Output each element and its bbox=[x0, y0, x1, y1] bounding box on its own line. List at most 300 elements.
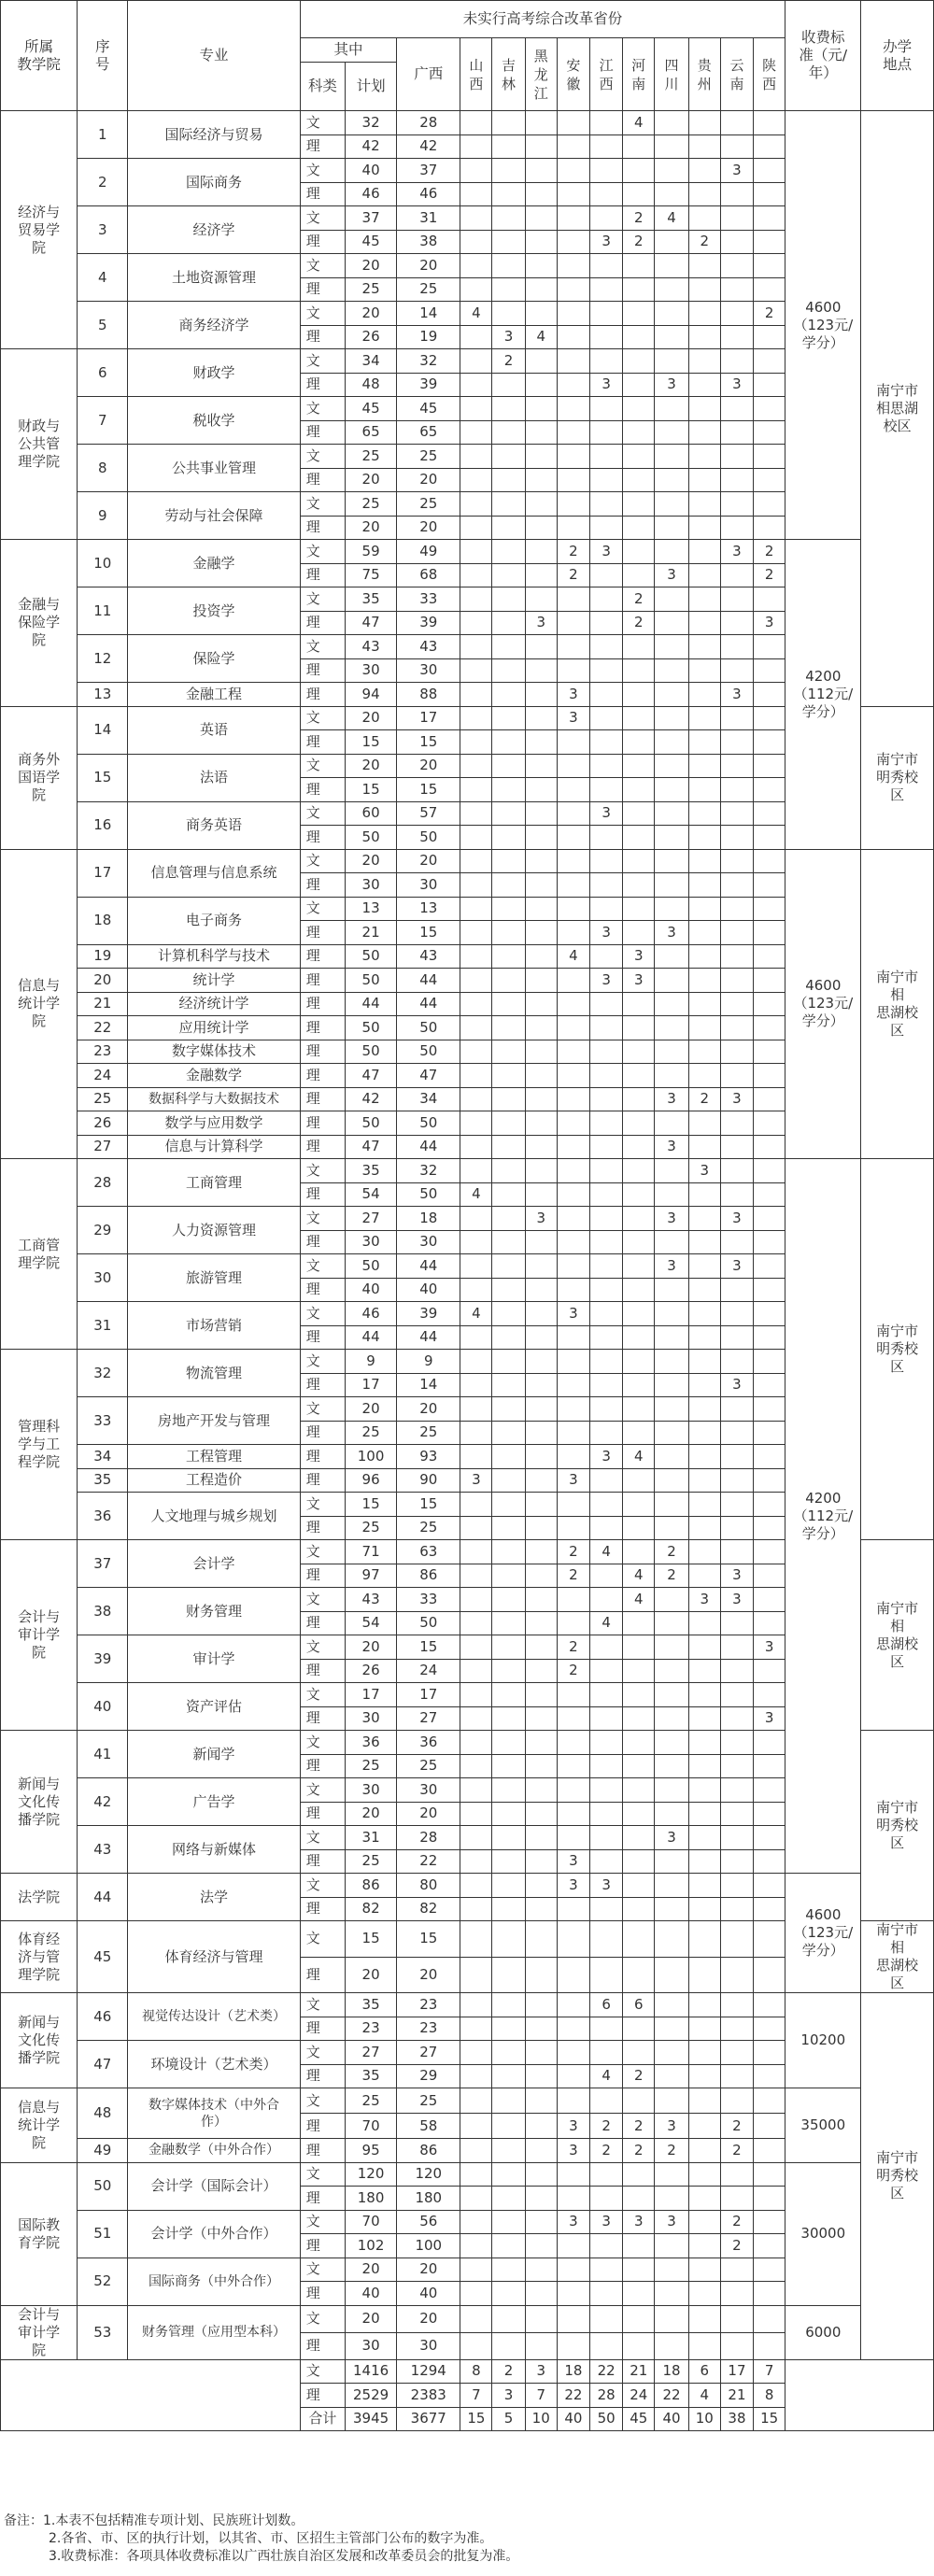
plan-cell: 50 bbox=[345, 944, 396, 969]
kelei-cell: 理 bbox=[300, 373, 345, 397]
kelei-cell: 理 bbox=[300, 325, 345, 349]
province-cell-sichuan bbox=[655, 2187, 688, 2211]
province-cell-sichuan: 2 bbox=[655, 1564, 688, 1588]
major-name: 经济学 bbox=[128, 206, 301, 254]
plan-cell: 35 bbox=[345, 587, 396, 612]
province-cell-sichuan bbox=[655, 2162, 688, 2187]
province-cell-guizhou bbox=[688, 134, 720, 159]
province-cell-anhui bbox=[557, 587, 589, 612]
province-cell-jiangxi bbox=[590, 1468, 623, 1493]
guangxi-cell: 20 bbox=[397, 754, 460, 778]
major-number: 5 bbox=[78, 302, 128, 349]
province-cell-shaanxi bbox=[754, 445, 785, 469]
province-cell-heilongjiang: 4 bbox=[525, 325, 557, 349]
province-cell-anhui bbox=[557, 1016, 589, 1040]
kelei-cell: 理 bbox=[300, 969, 345, 993]
province-cell-yunnan: 3 bbox=[720, 1087, 753, 1111]
province-cell-sichuan bbox=[655, 1849, 688, 1874]
province-cell-anhui: 3 bbox=[557, 2210, 589, 2234]
province-cell-sichuan: 3 bbox=[655, 1135, 688, 1159]
province-cell-guizhou bbox=[688, 1350, 720, 1374]
province-cell-heilongjiang bbox=[525, 2017, 557, 2041]
province-cell-jiangxi bbox=[590, 1182, 623, 1207]
province-cell-yunnan: 3 bbox=[720, 1373, 753, 1397]
province-cell-jilin bbox=[492, 1874, 525, 1898]
kelei-cell: 理 bbox=[300, 1182, 345, 1207]
plan-cell: 20 bbox=[345, 849, 396, 873]
province-cell-anhui: 3 bbox=[557, 1302, 589, 1326]
guangxi-cell: 15 bbox=[397, 730, 460, 755]
guangxi-cell: 38 bbox=[397, 230, 460, 254]
guangxi-cell: 20 bbox=[397, 516, 460, 540]
kelei-cell: 理 bbox=[300, 1706, 345, 1731]
plan-cell: 47 bbox=[345, 1135, 396, 1159]
province-cell-henan bbox=[623, 492, 655, 517]
province-cell-yunnan bbox=[720, 587, 753, 612]
province-cell-anhui: 3 bbox=[557, 1849, 589, 1874]
province-cell-yunnan bbox=[720, 1849, 753, 1874]
plan-header: 计划 bbox=[345, 63, 396, 111]
province-cell-sichuan bbox=[655, 397, 688, 421]
province-cell-anhui bbox=[557, 1230, 589, 1254]
total-value-cell: 15 bbox=[460, 2407, 492, 2431]
province-cell-guizhou bbox=[688, 1302, 720, 1326]
province-cell-yunnan bbox=[720, 992, 753, 1016]
guangxi-cell: 44 bbox=[397, 1135, 460, 1159]
province-cell-henan bbox=[623, 921, 655, 945]
kelei-cell: 文 bbox=[300, 159, 345, 183]
plan-cell: 44 bbox=[345, 1325, 396, 1350]
province-cell-henan bbox=[623, 1540, 655, 1564]
major-number: 27 bbox=[78, 1135, 128, 1159]
location-cell: 南宁市 相 思湖校 区 bbox=[861, 1921, 934, 1993]
province-cell-sichuan bbox=[655, 1468, 688, 1493]
note-3: 3.收费标准：各项具体收费标准以广西壮族自治区发展和改革委员会的批复为准。 bbox=[49, 2549, 519, 2564]
province-cell-shaanxi bbox=[754, 1278, 785, 1302]
province-cell-yunnan bbox=[720, 134, 753, 159]
province-cell-heilongjiang bbox=[525, 1397, 557, 1422]
province-cell-sichuan bbox=[655, 1611, 688, 1635]
province-cell-yunnan bbox=[720, 1159, 753, 1183]
province-cell-heilongjiang bbox=[525, 969, 557, 993]
kelei-cell: 理 bbox=[300, 2234, 345, 2258]
province-cell-shanxi bbox=[460, 1111, 492, 1136]
province-cell-sichuan: 2 bbox=[655, 2139, 688, 2163]
province-cell-shanxi bbox=[460, 944, 492, 969]
plan-cell: 27 bbox=[345, 2041, 396, 2065]
guangxi-cell: 33 bbox=[397, 587, 460, 612]
kelei-cell: 文 bbox=[300, 2088, 345, 2114]
province-cell-heilongjiang bbox=[525, 206, 557, 231]
province-cell-guizhou bbox=[688, 801, 720, 826]
major-name: 房地产开发与管理 bbox=[128, 1397, 301, 1445]
province-cell-yunnan bbox=[720, 445, 753, 469]
guangxi-cell: 33 bbox=[397, 1588, 460, 1612]
province-cell-henan bbox=[623, 1897, 655, 1921]
province-cell-shanxi bbox=[460, 1087, 492, 1111]
province-cell-anhui bbox=[557, 1207, 589, 1231]
province-cell-jiangxi: 3 bbox=[590, 2210, 623, 2234]
province-cell-sichuan bbox=[655, 1731, 688, 1755]
province-cell-jiangxi bbox=[590, 635, 623, 659]
province-cell-anhui bbox=[557, 1135, 589, 1159]
kelei-cell: 文 bbox=[300, 302, 345, 326]
guangxi-cell: 25 bbox=[397, 1421, 460, 1445]
major-number: 8 bbox=[78, 445, 128, 492]
province-cell-henan bbox=[623, 516, 655, 540]
province-cell-shaanxi bbox=[754, 1921, 785, 1958]
province-cell-jiangxi bbox=[590, 563, 623, 587]
province-cell-yunnan bbox=[720, 658, 753, 683]
province-cell-yunnan bbox=[720, 1706, 753, 1731]
province-cell-heilongjiang bbox=[525, 658, 557, 683]
province-cell-shaanxi bbox=[754, 1849, 785, 1874]
major-number: 42 bbox=[78, 1778, 128, 1826]
province-cell-sichuan bbox=[655, 969, 688, 993]
province-cell-guizhou bbox=[688, 302, 720, 326]
total-value-cell: 3677 bbox=[397, 2407, 460, 2431]
province-cell-shaanxi bbox=[754, 2332, 785, 2359]
province-cell-anhui: 3 bbox=[557, 1874, 589, 1898]
province-cell-shanxi bbox=[460, 1064, 492, 1088]
province-cell-shaanxi: 3 bbox=[754, 1635, 785, 1660]
province-cell-shaanxi bbox=[754, 1087, 785, 1111]
kelei-cell: 理 bbox=[300, 944, 345, 969]
province-cell-henan bbox=[623, 445, 655, 469]
province-cell-sichuan bbox=[655, 1957, 688, 1993]
province-cell-henan bbox=[623, 325, 655, 349]
province-cell-shanxi: 4 bbox=[460, 1302, 492, 1326]
major-number: 29 bbox=[78, 1207, 128, 1254]
province-cell-yunnan bbox=[720, 349, 753, 374]
major-name: 法语 bbox=[128, 754, 301, 801]
province-cell-jilin bbox=[492, 897, 525, 921]
province-cell-henan bbox=[623, 1826, 655, 1850]
province-cell-anhui: 2 bbox=[557, 563, 589, 587]
province-cell-henan bbox=[623, 2187, 655, 2211]
province-cell-yunnan bbox=[720, 1111, 753, 1136]
province-cell-henan: 4 bbox=[623, 1445, 655, 1469]
province-cell-shaanxi bbox=[754, 254, 785, 278]
province-cell-heilongjiang bbox=[525, 1040, 557, 1064]
guangxi-cell: 9 bbox=[397, 1350, 460, 1374]
major-number: 10 bbox=[78, 540, 128, 587]
province-cell-sichuan bbox=[655, 1874, 688, 1898]
province-cell-jiangxi bbox=[590, 2162, 623, 2187]
province-cell-shanxi bbox=[460, 873, 492, 898]
province-cell-guizhou bbox=[688, 1957, 720, 1993]
province-cell-jiangxi bbox=[590, 2234, 623, 2258]
guangxi-cell: 34 bbox=[397, 1087, 460, 1111]
guangxi-cell: 68 bbox=[397, 563, 460, 587]
kelei-cell: 文 bbox=[300, 111, 345, 135]
province-cell-henan bbox=[623, 2088, 655, 2114]
province-cell-anhui: 3 bbox=[557, 706, 589, 730]
major-number: 46 bbox=[78, 1993, 128, 2041]
province-cell-guizhou bbox=[688, 2114, 720, 2139]
guangxi-cell: 30 bbox=[397, 873, 460, 898]
kelei-cell: 理 bbox=[300, 1421, 345, 1445]
kelei-cell: 理 bbox=[300, 182, 345, 206]
province-cell-henan: 3 bbox=[623, 944, 655, 969]
total-value-cell: 1416 bbox=[345, 2359, 396, 2384]
fee-cell: 6000 bbox=[785, 2305, 861, 2359]
plan-cell: 30 bbox=[345, 1230, 396, 1254]
major-name: 应用统计学 bbox=[128, 1016, 301, 1040]
province-cell-guizhou bbox=[688, 992, 720, 1016]
province-cell-jiangxi bbox=[590, 1659, 623, 1683]
reform-provinces-header: 未实行高考综合改革省份 bbox=[300, 1, 785, 38]
college-cell: 新闻与 文化传 播学院 bbox=[1, 1731, 78, 1874]
province-cell-henan: 2 bbox=[623, 2114, 655, 2139]
province-cell-henan bbox=[623, 849, 655, 873]
province-cell-guizhou bbox=[688, 778, 720, 802]
province-cell-henan bbox=[623, 897, 655, 921]
province-cell-henan bbox=[623, 1135, 655, 1159]
province-cell-guizhou bbox=[688, 1897, 720, 1921]
province-cell-guizhou bbox=[688, 587, 720, 612]
province-cell-sichuan bbox=[655, 159, 688, 183]
province-cell-anhui bbox=[557, 302, 589, 326]
province-cell-jilin bbox=[492, 468, 525, 492]
major-number: 2 bbox=[78, 159, 128, 206]
province-cell-jiangxi bbox=[590, 349, 623, 374]
province-cell-henan bbox=[623, 540, 655, 564]
province-cell-yunnan bbox=[720, 492, 753, 517]
province-cell-anhui bbox=[557, 730, 589, 755]
province-cell-heilongjiang bbox=[525, 730, 557, 755]
province-cell-sichuan bbox=[655, 2041, 688, 2065]
province-cell-shaanxi bbox=[754, 1207, 785, 1231]
province-cell-guizhou bbox=[688, 468, 720, 492]
plan-cell: 17 bbox=[345, 1373, 396, 1397]
kelei-cell: 理 bbox=[300, 1087, 345, 1111]
province-cell-anhui bbox=[557, 1278, 589, 1302]
province-cell-jiangxi bbox=[590, 992, 623, 1016]
kelei-cell: 理 bbox=[300, 1135, 345, 1159]
province-cell-yunnan bbox=[720, 1135, 753, 1159]
province-cell-sichuan bbox=[655, 635, 688, 659]
province-cell-sichuan bbox=[655, 2258, 688, 2282]
kelei-cell: 理 bbox=[300, 230, 345, 254]
major-number: 34 bbox=[78, 1445, 128, 1469]
province-cell-heilongjiang bbox=[525, 1373, 557, 1397]
province-cell-shanxi bbox=[460, 325, 492, 349]
province-cell-sichuan bbox=[655, 1325, 688, 1350]
province-cell-shanxi bbox=[460, 254, 492, 278]
kelei-cell: 理 bbox=[300, 1516, 345, 1540]
total-row bbox=[1, 2359, 934, 2384]
province-cell-yunnan: 3 bbox=[720, 373, 753, 397]
province-cell-jiangxi: 3 bbox=[590, 801, 623, 826]
major-name: 国际经济与贸易 bbox=[128, 111, 301, 159]
total-value-cell: 50 bbox=[590, 2407, 623, 2431]
province-cell-yunnan bbox=[720, 302, 753, 326]
province-cell-shanxi bbox=[460, 563, 492, 587]
province-cell-guizhou bbox=[688, 635, 720, 659]
province-cell-anhui bbox=[557, 182, 589, 206]
province-cell-jiangxi: 3 bbox=[590, 230, 623, 254]
province-cell-jiangxi bbox=[590, 277, 623, 302]
province-cell-guizhou bbox=[688, 1468, 720, 1493]
major-number: 50 bbox=[78, 2162, 128, 2210]
province-cell-jiangxi bbox=[590, 134, 623, 159]
province-cell-shaanxi: 2 bbox=[754, 302, 785, 326]
location-cell: 南宁市 明秀校 区 bbox=[861, 1159, 934, 1540]
province-cell-heilongjiang bbox=[525, 1350, 557, 1374]
province-cell-yunnan bbox=[720, 1897, 753, 1921]
province-cell-jiangxi bbox=[590, 1421, 623, 1445]
province-cell-henan bbox=[623, 254, 655, 278]
province-cell-guizhou bbox=[688, 254, 720, 278]
province-cell-jilin bbox=[492, 1826, 525, 1850]
guangxi-cell: 50 bbox=[397, 1182, 460, 1207]
province-cell-sichuan bbox=[655, 1754, 688, 1778]
province-cell-sichuan: 2 bbox=[655, 1540, 688, 1564]
table-row bbox=[1, 2305, 934, 2332]
kelei-cell: 理 bbox=[300, 921, 345, 945]
province-cell-heilongjiang bbox=[525, 1957, 557, 1993]
province-cell-anhui bbox=[557, 754, 589, 778]
province-cell-jiangxi: 3 bbox=[590, 373, 623, 397]
kelei-cell: 文 bbox=[300, 1778, 345, 1803]
kelei-cell: 理 bbox=[300, 277, 345, 302]
plan-cell: 35 bbox=[345, 1993, 396, 2017]
table-row bbox=[1, 849, 934, 873]
province-cell-jiangxi bbox=[590, 944, 623, 969]
province-cell-jilin bbox=[492, 2258, 525, 2282]
province-cell-jiangxi bbox=[590, 1111, 623, 1136]
province-cell-sichuan bbox=[655, 730, 688, 755]
province-cell-shaanxi bbox=[754, 1040, 785, 1064]
province-cell-shanxi bbox=[460, 1564, 492, 1588]
province-cell-shanxi bbox=[460, 230, 492, 254]
province-cell-guizhou bbox=[688, 611, 720, 635]
plan-cell: 25 bbox=[345, 445, 396, 469]
province-cell-anhui: 2 bbox=[557, 1540, 589, 1564]
province-cell-shaanxi bbox=[754, 658, 785, 683]
kelei-cell: 理 bbox=[300, 1849, 345, 1874]
province-cell-guizhou bbox=[688, 1254, 720, 1279]
province-header-yunnan: 云 南 bbox=[720, 38, 753, 111]
plan-cell: 25 bbox=[345, 492, 396, 517]
province-cell-yunnan bbox=[720, 611, 753, 635]
province-cell-shanxi bbox=[460, 2234, 492, 2258]
province-cell-guizhou bbox=[688, 1564, 720, 1588]
major-name: 商务英语 bbox=[128, 801, 301, 849]
province-header-jilin: 吉 林 bbox=[492, 38, 525, 111]
guangxi-cell: 43 bbox=[397, 635, 460, 659]
province-cell-sichuan bbox=[655, 1302, 688, 1326]
guangxi-cell: 44 bbox=[397, 969, 460, 993]
plan-cell: 20 bbox=[345, 754, 396, 778]
guangxi-cell: 80 bbox=[397, 1874, 460, 1898]
province-cell-jilin bbox=[492, 658, 525, 683]
guangxi-cell: 40 bbox=[397, 1278, 460, 1302]
total-value-cell: 3945 bbox=[345, 2407, 396, 2431]
guangxi-cell: 14 bbox=[397, 302, 460, 326]
province-cell-jiangxi bbox=[590, 206, 623, 231]
province-cell-shaanxi bbox=[754, 1611, 785, 1635]
fee-cell: 4600 （123元/ 学分） bbox=[785, 849, 861, 1159]
province-cell-henan bbox=[623, 1754, 655, 1778]
guangxi-cell: 24 bbox=[397, 1659, 460, 1683]
kelei-cell: 理 bbox=[300, 2064, 345, 2088]
province-cell-anhui bbox=[557, 873, 589, 898]
totals-blank bbox=[1, 2359, 301, 2431]
province-cell-shaanxi bbox=[754, 111, 785, 135]
province-cell-henan bbox=[623, 182, 655, 206]
province-cell-jilin bbox=[492, 445, 525, 469]
province-cell-jilin bbox=[492, 492, 525, 517]
guangxi-cell: 18 bbox=[397, 1207, 460, 1231]
province-cell-shanxi bbox=[460, 611, 492, 635]
guangxi-cell: 29 bbox=[397, 2064, 460, 2088]
plan-cell: 102 bbox=[345, 2234, 396, 2258]
major-name: 商务经济学 bbox=[128, 302, 301, 349]
province-cell-sichuan bbox=[655, 1993, 688, 2017]
province-cell-yunnan bbox=[720, 182, 753, 206]
province-cell-shaanxi bbox=[754, 1421, 785, 1445]
fee-cell: 35000 bbox=[785, 2088, 861, 2163]
plan-cell: 30 bbox=[345, 1706, 396, 1731]
province-cell-anhui bbox=[557, 2282, 589, 2306]
major-name: 会计学（国际会计） bbox=[128, 2162, 301, 2210]
plan-cell: 30 bbox=[345, 658, 396, 683]
major-number: 9 bbox=[78, 492, 128, 540]
guangxi-cell: 44 bbox=[397, 1325, 460, 1350]
kelei-cell: 理 bbox=[300, 826, 345, 850]
major-name: 会计学 bbox=[128, 1540, 301, 1588]
province-cell-jiangxi bbox=[590, 778, 623, 802]
guangxi-cell: 23 bbox=[397, 1993, 460, 2017]
major-name: 税收学 bbox=[128, 397, 301, 445]
plan-cell: 25 bbox=[345, 277, 396, 302]
province-cell-guizhou bbox=[688, 1325, 720, 1350]
province-cell-heilongjiang bbox=[525, 2332, 557, 2359]
province-cell-sichuan bbox=[655, 873, 688, 898]
province-cell-shaanxi bbox=[754, 1135, 785, 1159]
province-cell-heilongjiang bbox=[525, 2041, 557, 2065]
plan-cell: 47 bbox=[345, 1064, 396, 1088]
province-cell-guizhou bbox=[688, 1230, 720, 1254]
plan-cell: 20 bbox=[345, 468, 396, 492]
province-cell-shaanxi bbox=[754, 1540, 785, 1564]
plan-cell: 47 bbox=[345, 611, 396, 635]
major-number: 40 bbox=[78, 1683, 128, 1731]
college-cell: 经济与 贸易学 院 bbox=[1, 111, 78, 349]
province-cell-shanxi bbox=[460, 2162, 492, 2187]
table-row bbox=[1, 111, 934, 135]
province-cell-sichuan bbox=[655, 1706, 688, 1731]
province-cell-yunnan bbox=[720, 277, 753, 302]
plan-cell: 30 bbox=[345, 2332, 396, 2359]
guangxi-cell: 20 bbox=[397, 2258, 460, 2282]
province-cell-guizhou bbox=[688, 1731, 720, 1755]
province-cell-guizhou bbox=[688, 1516, 720, 1540]
kelei-cell: 文 bbox=[300, 206, 345, 231]
table-row bbox=[1, 2088, 934, 2114]
kelei-cell: 文 bbox=[300, 706, 345, 730]
province-cell-heilongjiang bbox=[525, 873, 557, 898]
province-cell-henan bbox=[623, 2282, 655, 2306]
guangxi-cell: 47 bbox=[397, 1064, 460, 1088]
province-cell-heilongjiang bbox=[525, 992, 557, 1016]
plan-cell: 25 bbox=[345, 1849, 396, 1874]
major-name: 财务管理 bbox=[128, 1588, 301, 1635]
province-cell-jiangxi bbox=[590, 1754, 623, 1778]
province-cell-yunnan bbox=[720, 778, 753, 802]
